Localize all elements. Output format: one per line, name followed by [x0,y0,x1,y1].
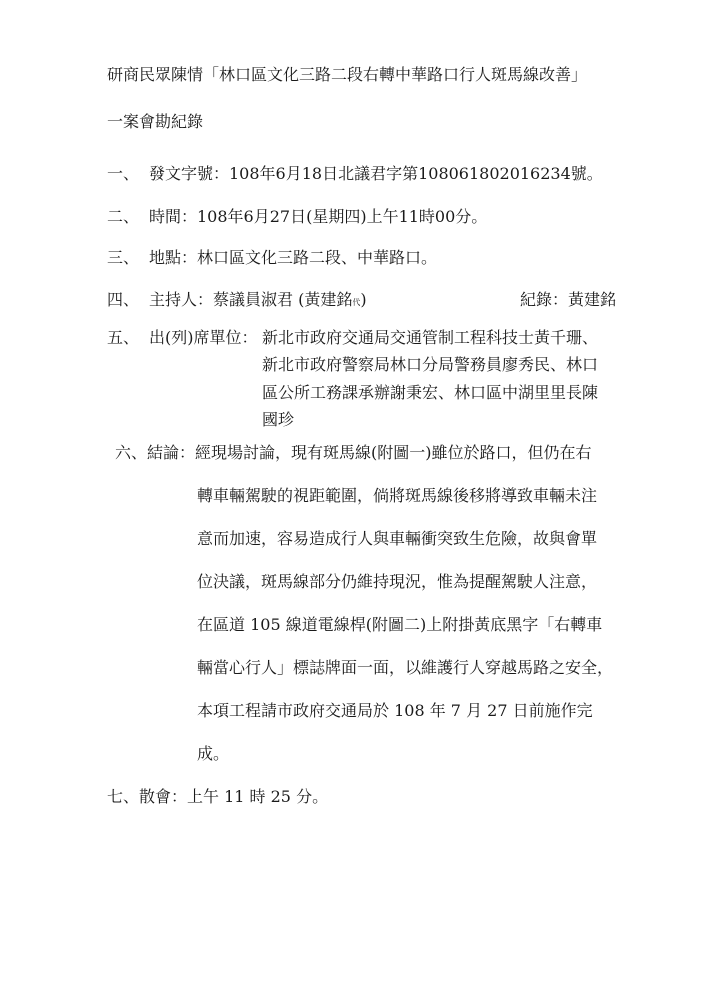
item-host [149,292,367,308]
item-number: 三、 [107,248,140,267]
attendees-line: 國珍 [262,410,295,429]
item-number: 一、 [107,164,140,183]
document-title-line1: 研商民眾陳情「林口區文化三路二段右轉中華路口行人斑馬線改善」 [107,65,588,84]
attendees-line: 新北市政府警察局林口分局警務員廖秀民、林口 [262,355,599,374]
item-number: 四、 [107,290,140,309]
conclusion-line: 意而加速，容易造成行人與車輛衝突致生危險，故與會單 [197,529,598,548]
conclusion-line: 輛當心行人」標誌牌面一面，以維護行人穿越馬路之安全， [197,658,614,677]
attendees-line: 新北市政府交通局交通管制工程科技士黃千珊、 [262,328,599,347]
conclusion-line: 在區道 105 線道電線桿(附圖二)上附掛黃底黑字「右轉車 [197,615,603,634]
document-title-line2: 一案會勘紀錄 [107,112,204,131]
item-number: 二、 [107,207,140,226]
host-label: 主持人：蔡議員淑君 (黃建銘 [149,290,353,309]
conclusion-head: 六、結論：經現場討論，現有斑馬線(附圖一)雖位於路口，但仍在右 [115,443,592,462]
attendees-line: 區公所工務課承辦謝秉宏、林口區中湖里里長陳 [262,383,599,402]
item-recorder: 紀錄：黃建銘 [520,290,617,309]
item-doc-number: 發文字號：108年6月18日北議君字第108061802016234號。 [149,164,603,183]
item-location: 地點：林口區文化三路二段、中華路口。 [149,248,438,267]
host-close: ) [360,290,367,309]
conclusion-line: 位決議，斑馬線部分仍維持現況，惟為提醒駕駛人注意， [197,572,598,591]
adjourn: 七、散會：上午 11 時 25 分。 [107,787,329,806]
conclusion-line: 轉車輛駕駛的視距範圍，倘將斑馬線後移將導致車輛未注 [197,486,598,505]
conclusion-line: 成。 [197,744,230,763]
attendees-label: 出(列)席單位： [149,328,258,347]
item-number: 五、 [107,328,140,347]
conclusion-line: 本項工程請市政府交通局於 108 年 7 月 27 日前施作完 [197,701,593,720]
proxy-mark: 代 [352,298,361,307]
item-time: 時間：108年6月27日(星期四)上午11時00分。 [149,207,488,226]
